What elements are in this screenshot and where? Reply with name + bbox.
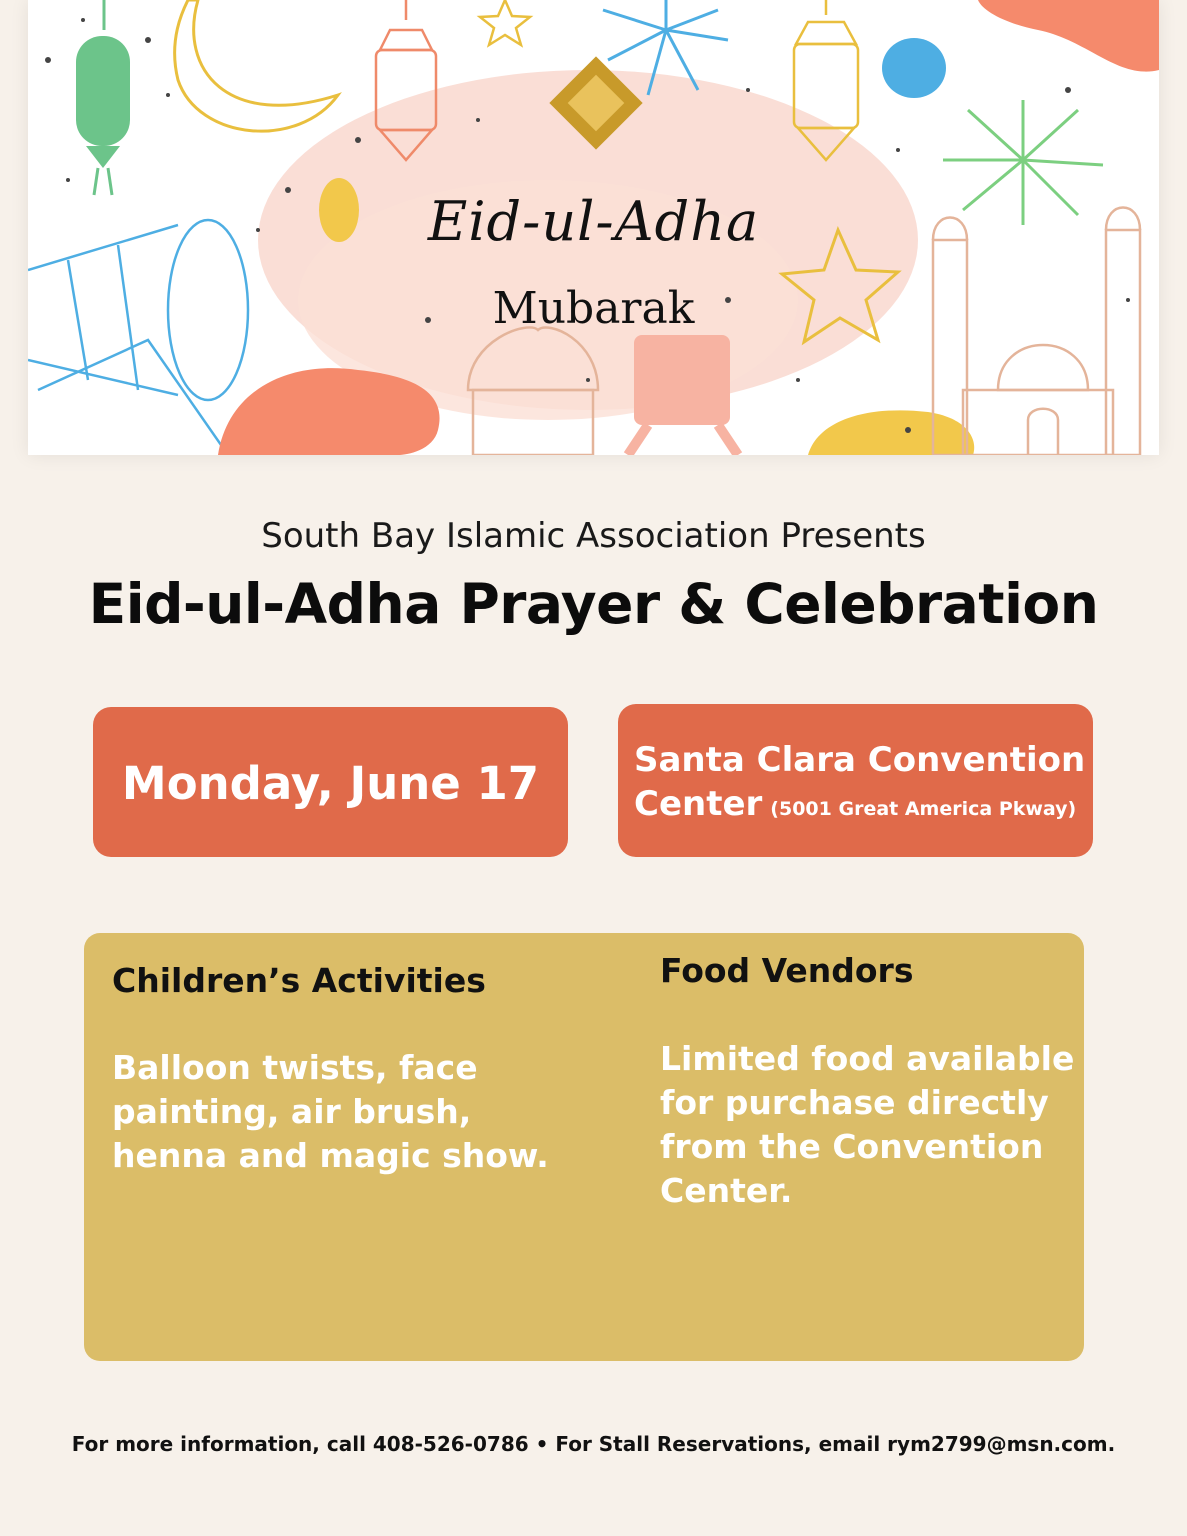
header-banner [28, 0, 1159, 455]
venue-name-line1: Santa Clara Convention [634, 740, 1086, 780]
event-date: Monday, June 17 [121, 757, 540, 810]
children-body: Balloon twists, face painting, air brush, henna and magic show. [112, 1048, 549, 1175]
banner-subtitle: Mubarak [492, 283, 695, 334]
venue-name-line2 [634, 784, 1076, 824]
food-heading: Food Vendors [660, 951, 914, 990]
event-title: Eid-ul-Adha Prayer & Celebration [88, 572, 1099, 636]
footer-contact: For more information, call 408-526-0786 • For Stall Reservations, email rym2799@msn.com. [71, 1432, 1116, 1456]
activities-box [84, 933, 1084, 1361]
drum-icon [28, 220, 248, 455]
green-lantern-icon [76, 0, 130, 195]
children-heading: Children’s Activities [112, 961, 486, 1000]
date-box [93, 707, 568, 857]
venue-address: (5001 Great America Pkway) [770, 798, 1077, 820]
banner-script-title: Eid-ul-Adha [427, 190, 760, 253]
star-icon [480, 0, 530, 45]
food-body: Limited food available for purchase directly from the Convention Center. [660, 1039, 1075, 1210]
crescent-moon-icon [175, 0, 338, 131]
presenter-line: South Bay Islamic Association Presents [261, 516, 926, 556]
venue-box [618, 704, 1093, 857]
venue-name-line2-text: Center [634, 784, 763, 824]
